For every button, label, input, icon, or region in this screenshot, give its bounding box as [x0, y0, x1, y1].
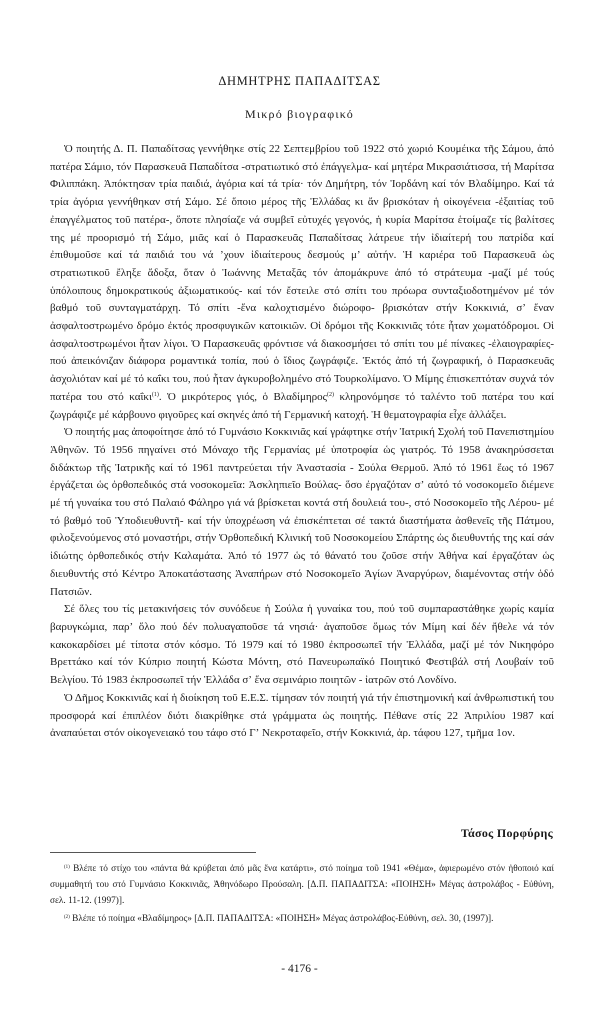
paragraph-1	[50, 141, 554, 424]
footnote-2	[50, 911, 554, 927]
footnote-1-mark: (1)	[64, 865, 70, 870]
author-title: ΔΗΜΗΤΡΗΣ ΠΑΠΑΔΙΤΣΑΣ	[218, 74, 381, 88]
author-signature: Τάσος Πορφύρης	[460, 826, 553, 840]
document-subtitle: Μικρό βιογραφικό	[245, 107, 354, 121]
page-number: - 4176 -	[281, 963, 318, 975]
biography-body	[50, 141, 554, 743]
footnote-2-mark: (2)	[64, 915, 70, 920]
footnote-divider	[50, 852, 256, 853]
paragraph-4: Ὁ Δῆμος Κοκκινιᾶς καί ἡ διοίκηση τοῦ Ε.Ε.Σ. τίμησαν τόν ποιητή γιά τήν ἐπιστημονική καί ἀνθρωπιστική του προσφορά καί ἐπιπλέον διότι διακρίθηκε στά γράμματα ὡς ποιητής. Πέθανε στίς 22 Ἀπριλίου 1987 καί ἀναπαύεται στόν οἰκογενειακό του τάφο στό Γʼ Νεκροταφεῖο, στήν Κοκκινιά, ἀρ. τάφου 127, τμῆμα 1ον.	[50, 691, 554, 740]
footnote-2-text: Βλέπε τό ποίημα «Βλαδίμηρος» [Δ.Π. ΠΑΠΑΔΙΤΣΑ: «ΠΟΙΗΣΗ» Μέγας ἀστρολάβος-Εὐθύνη, σελ. 30, (1997)].	[72, 914, 494, 924]
paragraph-1-text-c: κληρονόμησε τό ταλέντο τοῦ πατέρα του καί ζωγράφιζε μέ κάρβουνο φιγοῦρες καί σκηνές ἀπό τή Γερμανική κατοχή. Ἡ θεματογραφία εἶχε ἀλλάξει.	[50, 390, 554, 421]
footnote-1-text: Βλέπε τό στίχο του «πάντα θά κρύβεται ἀπό μᾶς ἕνα κατάρτι», στό ποίημα τοῦ 1941 «Θέμα», ἀφιερωμένο στόν ἠθοποιό καί συμμαθητή του στό Γυμνάσιο Κοκκινιᾶς, Ἀθηνόδωρο Προύσαλη. [Δ.Π. ΠΑΠΑΔΙΤΣΑ: «ΠΟΙΗΣΗ» Μέγας ἀστρολάβος - Εὐθύνη, σελ. 11-12. (1997)].	[50, 864, 554, 906]
footnote-1	[50, 861, 554, 909]
footnote-ref-1[interactable]: (1)	[151, 391, 159, 398]
paragraph-1-text-a: Ὁ ποιητής Δ. Π. Παπαδίτσας γεννήθηκε στίς 22 Σεπτεμβρίου τοῦ 1922 στό χωριό Κουμέικα τῆς Σάμου, ἀπό πατέρα Σάμιο, τόν Παρασκευᾶ Παπαδίτσα -στρατιωτικό στό ἐπάγγελμα- καί μητέρα Μικρασιάτισσα, τή Μαρίτσα Φιλιππάκη. Ἀπόκτησαν τρία παιδιά, ἀγόρια καί τά τρία· τόν Δημήτρη, τόν Ἰορδάνη καί τόν Βλαδίμηρο. Καί τά τρία ἀγόρια γεννήθηκαν στή Σάμο. Σέ ὅποιο μέρος τῆς Ἑλλάδας κι ἄν βρισκόταν ἡ οἰκογένεια -ἐξαιτίας τοῦ ἐπαγγέλματος τοῦ πατέρα-, ὅποτε πλησίαζε νά συμβεῖ εὐτυχές γεγονός, ἡ κυρία Μαρίτσα ἑτοίμαζε τίς βαλίτσες της μέ προορισμό τή Σάμο, μιᾶς καί ὁ Παρασκευᾶς Παπαδίτσας λάτρευε τήν ἰδιαίτερή του πατρίδα καί ἐπιθυμοῦσε καί τά παιδιά του νά ʼχουν ἰδιαίτερους δεσμούς μʼ αὐτήν. Ἡ καριέρα τοῦ Παρασκευᾶ ὡς στρατιωτικοῦ ἔληξε ἄδοξα, ὅταν ὁ Ἰωάννης Μεταξᾶς τόν ἀπομάκρυνε ἀπό τό στράτευμα -μαζί μέ τούς ὑπόλοιπους δημοκρατικούς ἀξιωματικούς- καί τόν ἔστειλε στό σπίτι του πρόωρα συνταξιοδοτημένον μέ τόν βαθμό τοῦ συνταγματάρχη. Τό σπίτι -ἕνα καλοχτισμένο διώροφο- βρισκόταν στήν Κοκκινιά, σʼ ἕναν ἀσφαλτοστρωμένο δρόμο ἐκτός προσφυγικῶν κατοικιῶν. Οἱ δρόμοι τῆς Κοκκινιᾶς τότε ἦταν χωματόδρομοι. Οἱ ἀσφαλτοστρωμένοι ἦταν λίγοι. Ὁ Παρασκευᾶς φρόντισε νά διακοσμήσει τό σπίτι του μέ πίνακες -ἐλαιογραφίες- πού ἀπεικόνιζαν διάφορα ρομαντικά τοπία, πού ὁ ἴδιος ζωγράφιζε. Ἐκτός ἀπό τή ζωγραφική, ὁ Παρασκευᾶς ἀσχολιόταν καί μέ τό καΐκι του, πού ἦταν ἀγκυροβολημένο στό Τουρκολίμανο. Ὁ Μίμης ἐπισκεπτόταν συχνά τόν πατέρα του στό καΐκι	[50, 143, 554, 403]
paragraph-1-text-b: . Ὁ μικρότερος γιός, ὁ Βλαδίμηρος	[158, 390, 328, 403]
footnote-ref-2[interactable]: (2)	[327, 391, 335, 398]
paragraph-2: Ὁ ποιητής μας ἀποφοίτησε ἀπό τό Γυμνάσιο Κοκκινιᾶς καί γράφτηκε στήν Ἰατρική Σχολή τοῦ Πανεπιστημίου Ἀθηνῶν. Τό 1956 πηγαίνει στό Μόναχο τῆς Γερμανίας μέ ὑποτροφία ὡς γιατρός. Τό 1958 ἀνακηρύσσεται διδάκτωρ τῆς Ἰατρικῆς καί τό 1961 παντρεύεται τήν Ἀναστασία - Σούλα Θερμοῦ. Ἀπό τό 1961 ἕως τό 1967 ἐργάζεται ὡς ὀρθοπεδικός στά νοσοκομεῖα: Ἀσκληπιεῖο Βούλας- ὅσο ἐργαζόταν σʼ αὐτό τό νοσοκομεῖο διέμενε μέ τή γυναίκα του στό Παλαιό Φάληρο γιά νά βρίσκεται κοντά στή δουλειά του-, στό Νοσοκομεῖο τῆς Λέρου- μέ τό βαθμό τοῦ Ὑποδιευθυντῆ- καί τήν ὑποχρέωση νά ἐπισκέπτεται σέ τακτά διαστήματα ἀσθενεῖς τῆς Πάτμου, φιλοξενούμενος στό μοναστήρι, στήν Ὀρθοπεδική Κλινική τοῦ Νοσοκομείου Σπάρτης ὡς διευθυντής της καί σάν ἰδιώτης ὀρθοπεδικός στήν Καλαμάτα. Ἀπό τό 1977 ὡς τό θάνατό του ζοῦσε στήν Ἀθήνα καί ἐργαζόταν ὡς διευθυντής στό Κέντρο Ἀποκατάστασης Ἀναπήρων στό Νοσοκομεῖο Ἁγίων Ἀναργύρων, διαμένοντας στήν ὁδό Πατσιῶν.	[50, 426, 554, 598]
paragraph-3: Σέ ὅλες του τίς μετακινήσεις τόν συνόδευε ἡ Σούλα ἡ γυναίκα του, πού τοῦ συμπαραστάθηκε χωρίς καμία βαρυγκώμια, παρʼ ὅλο πού δέν πολυαγαποῦσε τά νησιά· ἀγαποῦσε ὅμως τόν Μίμη καί δέν ἤθελε νά τόν κακοκαρδίσει μέ τίποτα στόν κόσμο. Τό 1979 καί τό 1980 ἐκπροσωπεῖ τήν Ἑλλάδα, μαζί μέ τόν Νικηφόρο Βρεττάκο καί τόν Κύπριο ποιητή Κώστα Μόντη, στό Πανευρωπαϊκό Ποιητικό Φεστιβάλ στή Λουβαίν τοῦ Βελγίου. Τό 1983 ἐκπροσωπεῖ τήν Ἑλλάδα σʼ ἕνα σεμινάριο ποιητῶν - ἰατρῶν στό Λονδίνο.	[50, 603, 554, 687]
footnotes	[50, 861, 554, 929]
